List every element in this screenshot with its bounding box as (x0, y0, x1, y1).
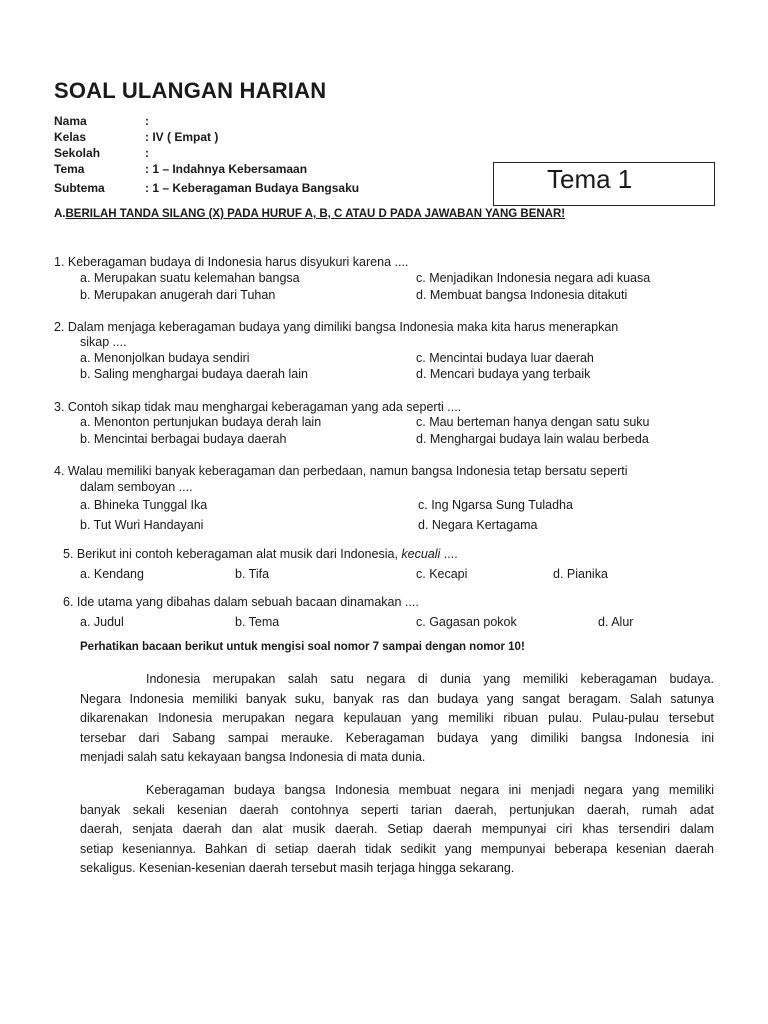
question-1-text: 1. Keberagaman budaya di Indonesia harus disyukuri karena .... (54, 255, 409, 269)
info-value-nama: : (145, 114, 149, 128)
paragraph-2-line: daerah, senjata daerah dan alat musik daerah. Setiap daerah mempunyai ciri khas tersendiri dalam (80, 822, 714, 836)
instruction-text: BERILAH TANDA SILANG (X) PADA HURUF A, B, C ATAU D PADA JAWABAN YANG BENAR! (65, 208, 566, 220)
info-label-tema: Tema (54, 162, 85, 176)
info-label-sekolah: Sekolah (54, 146, 101, 160)
page-title: SOAL ULANGAN HARIAN (54, 78, 327, 103)
question-3-option-b: b. Mencintai berbagai budaya daerah (80, 432, 287, 446)
reading-paragraph-2 (80, 781, 714, 879)
question-1-option-a: a. Merupakan suatu kelemahan bangsa (80, 271, 300, 285)
reading-instruction: Perhatikan bacaan berikut untuk mengisi soal nomor 7 sampai dengan nomor 10! (80, 641, 525, 653)
info-label-subtema: Subtema (54, 181, 105, 195)
question-4-option-c: c. Ing Ngarsa Sung Tuladha (418, 498, 573, 512)
question-2-option-c: c. Mencintai budaya luar daerah (416, 351, 594, 365)
info-value-kelas: : IV ( Empat ) (145, 130, 219, 144)
tema-box (493, 162, 715, 206)
paragraph-1-line: dikarenakan Indonesia merupakan negara kepulauan yang memiliki ribuan pulau. Pulau-pulau tersebut (80, 711, 714, 725)
tema-box-label: Tema 1 (547, 164, 633, 194)
question-6-option-d: d. Alur (598, 615, 634, 629)
question-6-option-a: a. Judul (80, 615, 124, 629)
question-2-option-d: d. Mencari budaya yang terbaik (416, 367, 591, 381)
question-4-text-cont: dalam semboyan .... (80, 480, 193, 494)
question-1-option-c: c. Menjadikan Indonesia negara adi kuasa (416, 271, 651, 285)
instruction-prefix: A. (54, 208, 66, 220)
question-2-option-b: b. Saling menghargai budaya daerah lain (80, 367, 308, 381)
info-label-nama: Nama (54, 114, 87, 128)
question-3-option-c: c. Mau berteman hanya dengan satu suku (416, 415, 650, 429)
question-5-text-emphasis: kecuali (401, 547, 441, 561)
question-3-option-d: d. Menghargai budaya lain walau berbeda (416, 432, 649, 446)
question-3-text: 3. Contoh sikap tidak mau menghargai keberagaman yang ada seperti .... (54, 400, 462, 414)
paragraph-2-line: sekaligus. Kesenian-kesenian daerah tersebut masih terjaga hingga sekarang. (80, 861, 515, 875)
paragraph-2-line: banyak sekali kesenian daerah contohnya seperti tarian daerah, pertunjukan daerah, rumah adat (80, 802, 714, 817)
question-1-option-d: d. Membuat bangsa Indonesia ditakuti (416, 288, 628, 302)
question-5-option-c: c. Kecapi (416, 567, 468, 581)
question-5-text-main: 5. Berikut ini contoh keberagaman alat musik dari Indonesia, (63, 547, 402, 561)
question-5-text (63, 547, 458, 561)
question-2-option-a: a. Menonjolkan budaya sendiri (80, 351, 250, 365)
reading-paragraph-1 (80, 670, 714, 768)
paragraph-1-line: tersebar dari Sabang sampai merauke. Keberagaman budaya yang dimiliki bangsa Indonesia ini (80, 730, 714, 745)
question-5-option-a: a. Kendang (80, 567, 144, 581)
question-5-option-b: b. Tifa (235, 567, 270, 581)
instruction (54, 208, 565, 220)
question-3-option-a: a. Menonton pertunjukan budaya derah lain (80, 415, 322, 429)
question-4-text: 4. Walau memiliki banyak keberagaman dan perbedaan, namun bangsa Indonesia tetap bersatu seperti (54, 464, 628, 478)
question-5-text-end: .... (440, 547, 458, 561)
paragraph-2-line: setiap keseniannya. Bahkan di setiap daerah tidak sedikit yang mempunyai beberapa kesenian daerah (80, 841, 714, 856)
question-2-text: 2. Dalam menjaga keberagaman budaya yang dimiliki bangsa Indonesia maka kita harus menerapkan (54, 320, 619, 334)
question-6-text: 6. Ide utama yang dibahas dalam sebuah bacaan dinamakan .... (63, 595, 419, 609)
question-4-option-a: a. Bhineka Tunggal Ika (80, 498, 208, 512)
info-value-sekolah: : (145, 146, 149, 160)
info-label-kelas: Kelas (54, 130, 87, 144)
paragraph-1-line: Indonesia merupakan salah satu negara di dunia yang memiliki keberagaman budaya. (146, 672, 714, 686)
question-4-option-d: d. Negara Kertagama (418, 518, 538, 532)
paragraph-2-line: Keberagaman budaya bangsa Indonesia membuat negara ini menjadi negara yang memiliki (146, 783, 714, 797)
info-value-tema: : 1 – Indahnya Kebersamaan (145, 162, 308, 176)
question-6-option-b: b. Tema (235, 615, 280, 629)
question-6-option-c: c. Gagasan pokok (416, 615, 517, 629)
question-5-option-d: d. Pianika (553, 567, 608, 581)
question-2-text-cont: sikap .... (80, 335, 127, 349)
paragraph-1-line: Negara Indonesia memiliki banyak suku, banyak ras dan budaya yang sangat beragam. Salah satunya (80, 691, 714, 706)
paragraph-1-line: menjadi salah satu kekayaan bangsa Indonesia di mata dunia. (80, 750, 426, 764)
question-4-option-b: b. Tut Wuri Handayani (80, 518, 204, 532)
info-value-subtema: : 1 – Keberagaman Budaya Bangsaku (145, 181, 360, 195)
question-1-option-b: b. Merupakan anugerah dari Tuhan (80, 288, 276, 302)
